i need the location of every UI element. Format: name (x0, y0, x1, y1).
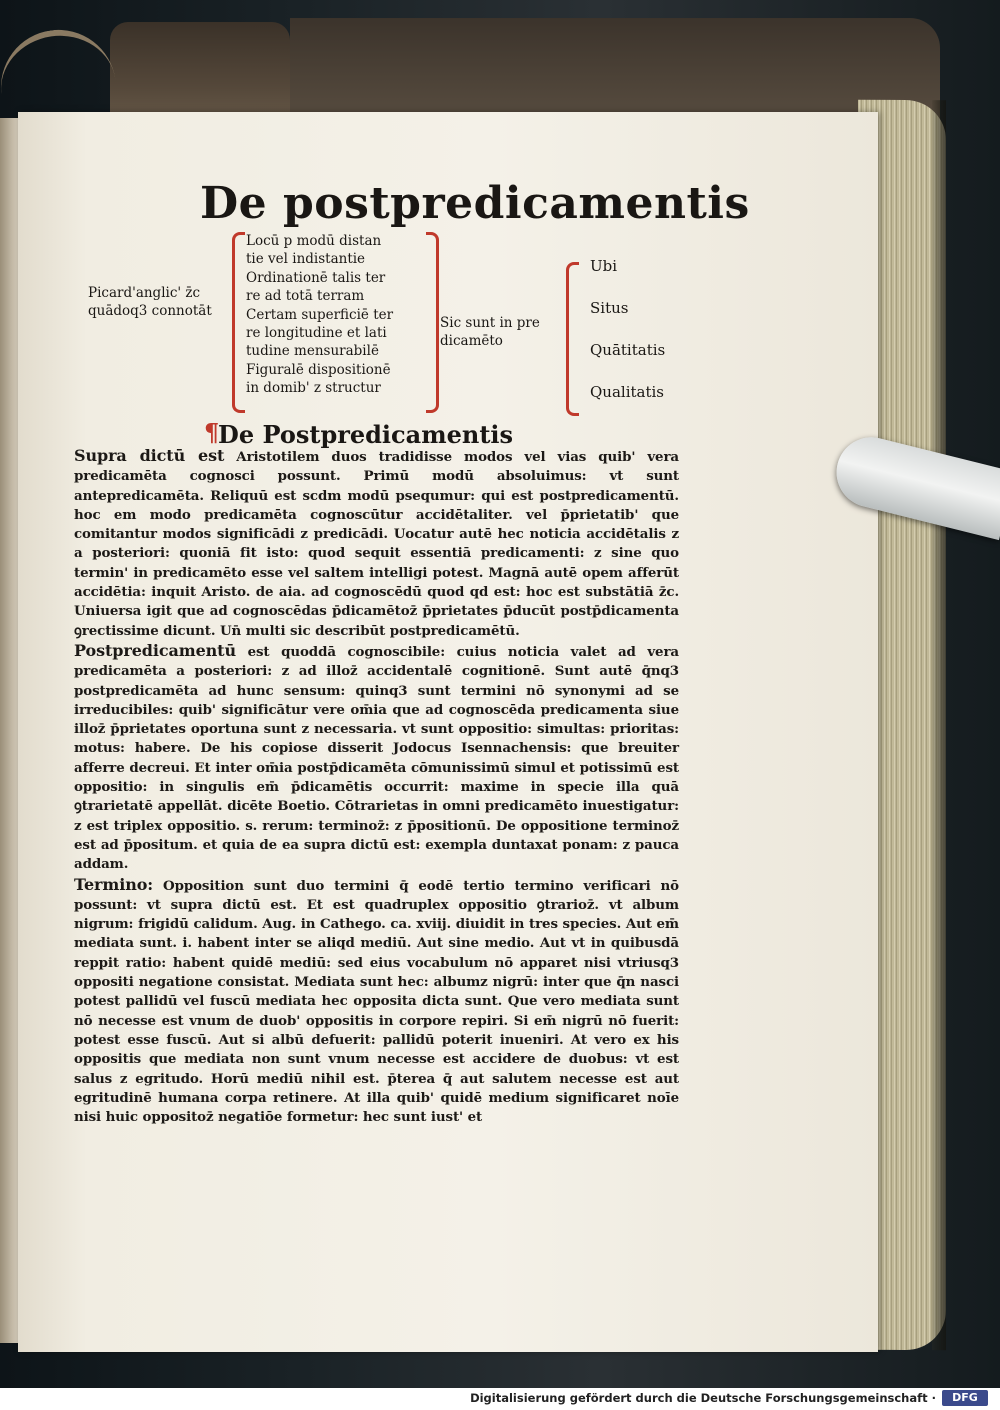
footer-bar (0, 1388, 1000, 1410)
category-item: Situs (590, 299, 629, 317)
bracket-list (246, 232, 431, 398)
paragraph (74, 446, 679, 641)
paragraph-text: Opposition sunt duo termini q̄ eodē tertio termino verificari nō possunt: vt supra dictū est. Et est quadruplex oppositio ꝯtrarioz̄. vt album nigrum: frigidū calidum. Aug. in Cathego. ca. xviij. diuidit in tres species. Aut em̄ mediata sunt. i. habent inter se aliqd mediū. Aut sine medio. Aut vt in quibusdā reppit ratio: habent quidē mediū: sed eius vocabulum nō apparet nisi vtriusq3 oppositi negatione consistat. Mediata sunt hec: albumz nigrū: inter que q̄n nasci potest pallidū vel fuscū mediata hec opposita dicta sunt. Que vero mediata sunt nō necesse est vnum de duob' oppositis in corpore repiri. Si em̄ nigrū nō fuerit: potest esse fuscū. Aut si albū defuerit: pallidū poterit inueniri. At vero ex his oppositis que mediata non sunt vnum necesse est accidere de duobus: vt est salus z egritudo. Horū mediū nihil est. p̄terea q̄ aut salutem necesse est aut egritudinē humana corpa retinere. At illa quib' quidē medium significaret noīe nisi huic oppositoz̄ negatiōe formetur: hec sunt iust' et (74, 877, 679, 1126)
bracket-line: re ad totā terram (246, 288, 365, 305)
page-title: De postpredicamentis (200, 178, 750, 229)
bracket-line: Certam superficiē ter (246, 306, 394, 323)
paragraph-text: Aristotilem duos tradidisse modos vel vias quib' vera predicamēta cognosci possunt. Primū modū absoluimus: vt sunt antepredicamēta. Reliquū est scdm modū psequmur: qui est postpredicamentū. hoc em modo predicamēta cognoscūtur accidētaliter. vel p̄prietatib' que comitantur modos significādi z predicādi. Uocatur autē hec noticia accidētalis z a posteriori: quoniā fit isto: quod sequit essentiā predicamenti: z sine quo termin' in predicamēto esse vel saltem intelligi potest. Magnā autē opem afferūt accidētia: inquit Aristo. de aia. ad cognoscēdū quod qd est: hoc est substātiā z̄c. Uniuersa igit que ad cognoscēdas p̄dicamētoz̄ p̄prietates p̄ducūt postp̄dicamenta ꝯrectissime dicunt. Un̄ multi sic describūt postpredicamētū. (74, 449, 679, 639)
red-bracket-categories (566, 262, 579, 416)
bracket-line: Locū p modū distan (246, 233, 382, 249)
red-pilcrow: ¶ (204, 418, 220, 447)
sic-line: dicamēto (440, 333, 503, 350)
margin-note (88, 284, 212, 321)
sic-line: Sic sunt in pre (440, 315, 540, 331)
margin-note-line: quādoq3 connotāt (88, 303, 212, 320)
body-text (74, 446, 679, 1127)
paragraph-lead: Postpredicamentū (74, 640, 237, 660)
sic-sunt-note (440, 314, 540, 351)
red-bracket-left (232, 232, 245, 413)
bracket-line: Ordinationē talis ter (246, 269, 386, 286)
bracket-line: tie vel indistantie (246, 251, 366, 268)
paragraph-text: est quoddā cognoscibile: cuius noticia valet ad vera predicamēta a posteriori: z ad illoz̄ accidentalē cognitionē. Sunt autē q̄nq3 postpredicamēta ad hunc sensum: quinq3 sunt termini nō synonymi ad se irreducibiles: quib' significātur vere om̄ia que ad cognoscēda predicamenta siue illoz̄ p̄prietates oportuna sunt z necessaria. vt sunt oppositio: simultas: prioritas: motus: habere. De his copiose disserit Jodocus Isennachensis: que breuiter afferre decreui. Et inter om̄ia postp̄dicamēta cōmunissimū simul et potissimū est oppositio: in singulis em̄ p̄dicamētis occurrit: maxime in specie illa quā ꝯtrarietatē appellāt. dicēte Boetio. Cōtrarietas in omni predicamēto inuestigatur: z est triplex oppositio. s. rerum: terminoz̄: z p̄positionū. De oppositione terminoz̄ est ad p̄positum. et quia de ea supra dictū est: exempla duntaxat ponam: z pauca addam. (74, 643, 679, 873)
bracket-line: tudine mensurabilē (246, 343, 379, 360)
category-item: Ubi (590, 257, 618, 275)
footer-text: Digitalisierung gefördert durch die Deutsche Forschungsgemeinschaft · (470, 1391, 936, 1405)
margin-note-line: Picard'anglic' z̄c (88, 285, 201, 301)
section-heading: De Postpredicamentis (218, 420, 514, 449)
bracket-line: in domib' z structur (246, 380, 381, 397)
paragraph-lead: Termino: (74, 874, 154, 894)
category-item: Qualitatis (590, 383, 664, 401)
dfg-logo: DFG (942, 1390, 988, 1406)
category-list (590, 257, 665, 425)
category-item: Quātitatis (590, 341, 666, 359)
paragraph (74, 641, 679, 875)
paragraph (74, 875, 679, 1128)
bracket-line: Figuralē dispositionē (246, 361, 391, 378)
paragraph-lead: Supra dictū est (74, 446, 225, 465)
bracket-line: re longitudine et lati (246, 325, 387, 342)
